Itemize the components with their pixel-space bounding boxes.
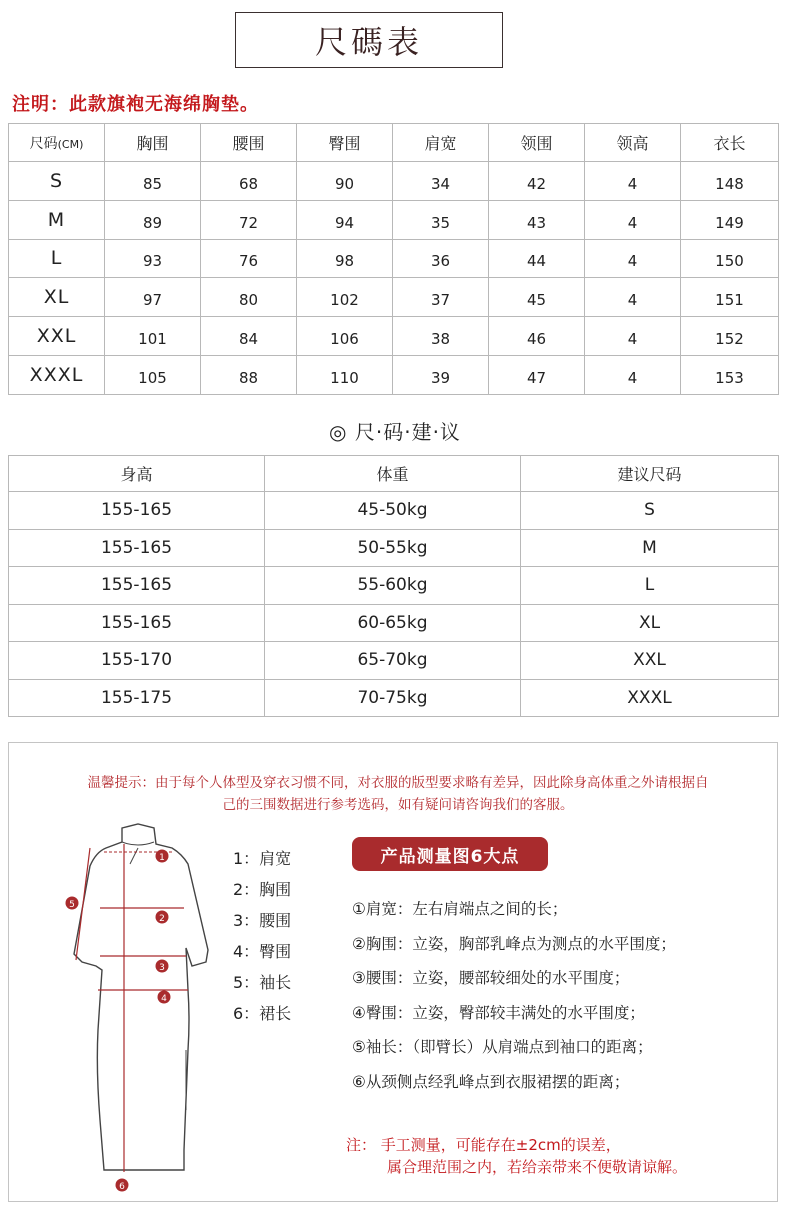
table-cell: 101 — [105, 317, 201, 356]
legend-item: 6：裙长 — [233, 1004, 292, 1023]
table-cell: XXXL — [9, 355, 105, 394]
error-note: 注： 手工测量，可能存在±2cm的误差， — [346, 1136, 621, 1154]
table-cell: 89 — [105, 200, 201, 239]
table-cell: 68 — [201, 162, 297, 201]
error-note-continued: 属合理范围之内，若给亲带来不便敬请谅解。 — [387, 1158, 688, 1176]
table-cell: 153 — [681, 355, 779, 394]
table-cell: 106 — [297, 317, 393, 356]
table-cell: 70-75kg — [265, 679, 521, 717]
table-cell: 155-170 — [9, 642, 265, 680]
table-cell: L — [9, 239, 105, 278]
table-cell: 88 — [201, 355, 297, 394]
tip-line: 温馨提示：由于每个人体型及穿衣习惯不同，对衣服的版型要求略有差异，因此除身高体重之外请根据自 — [87, 775, 709, 791]
measurement-points-badge: 产品测量图6大点 — [352, 837, 548, 871]
table-cell: 76 — [201, 239, 297, 278]
table-cell: XXXL — [521, 679, 779, 717]
table-cell: 155-165 — [9, 604, 265, 642]
instruction-item: ②胸围：立姿，胸部乳峰点为测点的水平围度； — [352, 934, 676, 953]
table-cell: 37 — [393, 278, 489, 317]
size-table-header-row — [9, 124, 779, 162]
title-box — [235, 12, 503, 68]
rec-header-cell: 体重 — [265, 456, 521, 492]
size-header-cell: 尺码(CM) — [9, 124, 105, 162]
table-row — [9, 239, 779, 278]
instruction-item: ⑤袖长：（即臂长）从肩端点到袖口的距离； — [352, 1038, 653, 1056]
table-cell: XL — [9, 278, 105, 317]
size-header-cell: 衣长 — [681, 124, 779, 162]
table-row — [9, 529, 779, 567]
table-cell: M — [521, 529, 779, 567]
table-cell: 65-70kg — [265, 642, 521, 680]
legend-item: 4：臀围 — [233, 942, 292, 961]
table-cell: 72 — [201, 200, 297, 239]
instruction-item: ③腰围：立姿，腰部较细处的水平围度； — [352, 969, 630, 987]
table-cell: 155-165 — [9, 567, 265, 605]
table-row — [9, 278, 779, 317]
instruction-item: ⑥从颈侧点经乳峰点到衣服裙摆的距离； — [352, 1072, 630, 1091]
table-cell: 150 — [681, 239, 779, 278]
marker-label: 5 — [69, 900, 75, 910]
table-cell: 55-60kg — [265, 567, 521, 605]
rec-table-header-row — [9, 456, 779, 492]
table-row — [9, 642, 779, 680]
size-chart-table — [8, 123, 779, 395]
table-cell: 152 — [681, 317, 779, 356]
table-cell: 38 — [393, 317, 489, 356]
table-cell: 4 — [585, 317, 681, 356]
table-cell: XL — [521, 604, 779, 642]
size-recommendation-title: ◎ 尺·码·建·议 — [329, 420, 461, 444]
table-cell: 44 — [489, 239, 585, 278]
notice-text: 注明：此款旗袍无海绵胸垫。 — [12, 94, 259, 115]
table-cell: 155-165 — [9, 492, 265, 530]
table-cell: 94 — [297, 200, 393, 239]
table-row — [9, 604, 779, 642]
table-cell: 34 — [393, 162, 489, 201]
page-title: 尺碼表 — [314, 23, 423, 61]
table-row — [9, 679, 779, 717]
table-cell: 80 — [201, 278, 297, 317]
table-row — [9, 492, 779, 530]
instruction-item: ①肩宽：左右肩端点之间的长； — [352, 900, 568, 918]
table-cell: 98 — [297, 239, 393, 278]
size-header-cell: 腰围 — [201, 124, 297, 162]
marker-label: 2 — [159, 914, 165, 924]
table-cell: 43 — [489, 200, 585, 239]
table-cell: 36 — [393, 239, 489, 278]
table-cell: 151 — [681, 278, 779, 317]
table-cell: 90 — [297, 162, 393, 201]
table-cell: 102 — [297, 278, 393, 317]
table-row — [9, 162, 779, 201]
table-row — [9, 200, 779, 239]
rec-header-cell: 身高 — [9, 456, 265, 492]
table-cell: 45 — [489, 278, 585, 317]
table-cell: 42 — [489, 162, 585, 201]
legend-item: 1：肩宽 — [233, 849, 292, 868]
table-cell: M — [9, 200, 105, 239]
table-cell: L — [521, 567, 779, 605]
table-cell: XXL — [9, 317, 105, 356]
size-header-cell: 领围 — [489, 124, 585, 162]
size-header-cell: 胸围 — [105, 124, 201, 162]
legend-item: 3：腰围 — [233, 911, 292, 930]
size-recommendation-table — [8, 455, 779, 717]
marker-label: 6 — [119, 1182, 125, 1192]
table-cell: 85 — [105, 162, 201, 201]
table-cell: 155-165 — [9, 529, 265, 567]
table-cell: 35 — [393, 200, 489, 239]
tip-line: 己的三围数据进行参考选码，如有疑问请咨询我们的客服。 — [222, 797, 574, 813]
marker-label: 4 — [161, 994, 167, 1004]
measurement-instructions — [352, 897, 676, 1104]
marker-label: 3 — [159, 963, 165, 973]
table-cell: S — [9, 162, 105, 201]
table-cell: 4 — [585, 239, 681, 278]
table-cell: 45-50kg — [265, 492, 521, 530]
tip-text — [18, 772, 778, 816]
table-row — [9, 567, 779, 605]
table-cell: 4 — [585, 162, 681, 201]
table-cell: 46 — [489, 317, 585, 356]
legend-item: 2：胸围 — [233, 880, 292, 899]
table-cell: 149 — [681, 200, 779, 239]
table-cell: 105 — [105, 355, 201, 394]
table-cell: 97 — [105, 278, 201, 317]
table-cell: 50-55kg — [265, 529, 521, 567]
table-cell: 110 — [297, 355, 393, 394]
legend-item: 5：袖长 — [233, 973, 292, 992]
size-header-cell: 臀围 — [297, 124, 393, 162]
table-cell: 60-65kg — [265, 604, 521, 642]
table-cell: 4 — [585, 200, 681, 239]
table-cell: 148 — [681, 162, 779, 201]
table-cell: 93 — [105, 239, 201, 278]
rec-header-cell: 建议尺码 — [521, 456, 779, 492]
table-cell: 84 — [201, 317, 297, 356]
diagram-legend — [233, 847, 291, 1033]
marker-label: 1 — [159, 853, 165, 863]
size-header-cell: 肩宽 — [393, 124, 489, 162]
size-header-cell: 领高 — [585, 124, 681, 162]
table-cell: 47 — [489, 355, 585, 394]
table-cell: S — [521, 492, 779, 530]
table-cell: 155-175 — [9, 679, 265, 717]
dress-outline — [74, 824, 208, 1170]
table-cell: 4 — [585, 355, 681, 394]
instruction-item: ④臀围：立姿，臀部较丰满处的水平围度； — [352, 1003, 645, 1022]
table-cell: XXL — [521, 642, 779, 680]
table-cell: 4 — [585, 278, 681, 317]
table-row — [9, 355, 779, 394]
table-row — [9, 317, 779, 356]
qipao-measurement-diagram — [60, 820, 220, 1200]
table-cell: 39 — [393, 355, 489, 394]
